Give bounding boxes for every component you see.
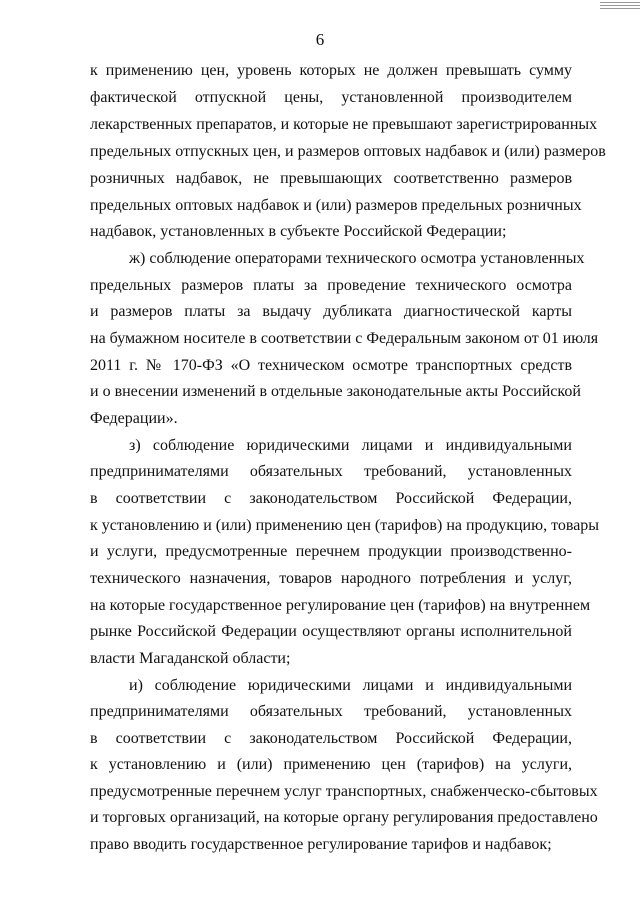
text-line: в соответствии с законодательством Российской Федерации, bbox=[90, 490, 572, 507]
text-line: розничных надбавок, не превышающих соответственно размеров bbox=[90, 170, 572, 187]
text-line: 2011 г. № 170-ФЗ «О техническом осмотре транспортных средств bbox=[90, 357, 572, 374]
text-line: к установлению и (или) применению цен (тарифов) на услуги, bbox=[90, 756, 572, 773]
text-line: ж) соблюдение операторами технического осмотра установленных bbox=[129, 250, 585, 267]
text-line: предусмотренные перечнем услуг транспортных, снабженческо-сбытовых bbox=[90, 783, 598, 800]
text-line: на которые государственное регулирование цен (тарифов) на внутреннем bbox=[90, 597, 591, 614]
text-line: в соответствии с законодательством Российской Федерации, bbox=[90, 730, 572, 747]
text-line: и) соблюдение юридическими лицами и индивидуальными bbox=[129, 677, 572, 694]
text-line: власти Магаданской области; bbox=[90, 650, 291, 667]
text-line: з) соблюдение юридическими лицами и индивидуальными bbox=[129, 437, 572, 454]
text-line: рынке Российской Федерации осуществляют органы исполнительной bbox=[90, 623, 572, 640]
text-line: фактической отпускной цены, установленной производителем bbox=[90, 89, 572, 106]
text-line: предельных оптовых надбавок и (или) размеров предельных розничных bbox=[90, 197, 582, 214]
text-line: к применению цен, уровень которых не должен превышать сумму bbox=[90, 62, 572, 79]
text-line: предпринимателями обязательных требований, установленных bbox=[90, 463, 572, 480]
page-number: 6 bbox=[315, 30, 325, 49]
text-line: надбавок, установленных в субъекте Российской Федерации; bbox=[90, 223, 507, 240]
text-line: и торговых организаций, на которые органу регулирования предоставлено bbox=[90, 809, 598, 826]
text-line: предельных отпускных цен, и размеров оптовых надбавок и (или) размеров bbox=[90, 143, 606, 160]
text-line: и размеров платы за выдачу дубликата диагностической карты bbox=[90, 303, 572, 320]
text-line: и услуги, предусмотренные перечнем продукции производственно- bbox=[90, 543, 572, 560]
text-line: технического назначения, товаров народного потребления и услуг, bbox=[90, 570, 572, 587]
scan-corner-mark bbox=[600, 0, 640, 14]
text-line: предпринимателями обязательных требований, установленных bbox=[90, 703, 572, 720]
text-line: лекарственных препаратов, и которые не превышают зарегистрированных bbox=[90, 116, 598, 133]
text-line: и о внесении изменений в отдельные законодательные акты Российской bbox=[90, 383, 581, 400]
text-line: право вводить государственное регулирование тарифов и надбавок; bbox=[90, 836, 552, 853]
text-line: Федерации». bbox=[90, 410, 178, 427]
text-line: к установлению и (или) применению цен (тарифов) на продукцию, товары bbox=[90, 517, 600, 534]
text-line: предельных размеров платы за проведение технического осмотра bbox=[90, 277, 572, 294]
text-line: на бумажном носителе в соответствии с Федеральным законом от 01 июля bbox=[90, 330, 599, 347]
